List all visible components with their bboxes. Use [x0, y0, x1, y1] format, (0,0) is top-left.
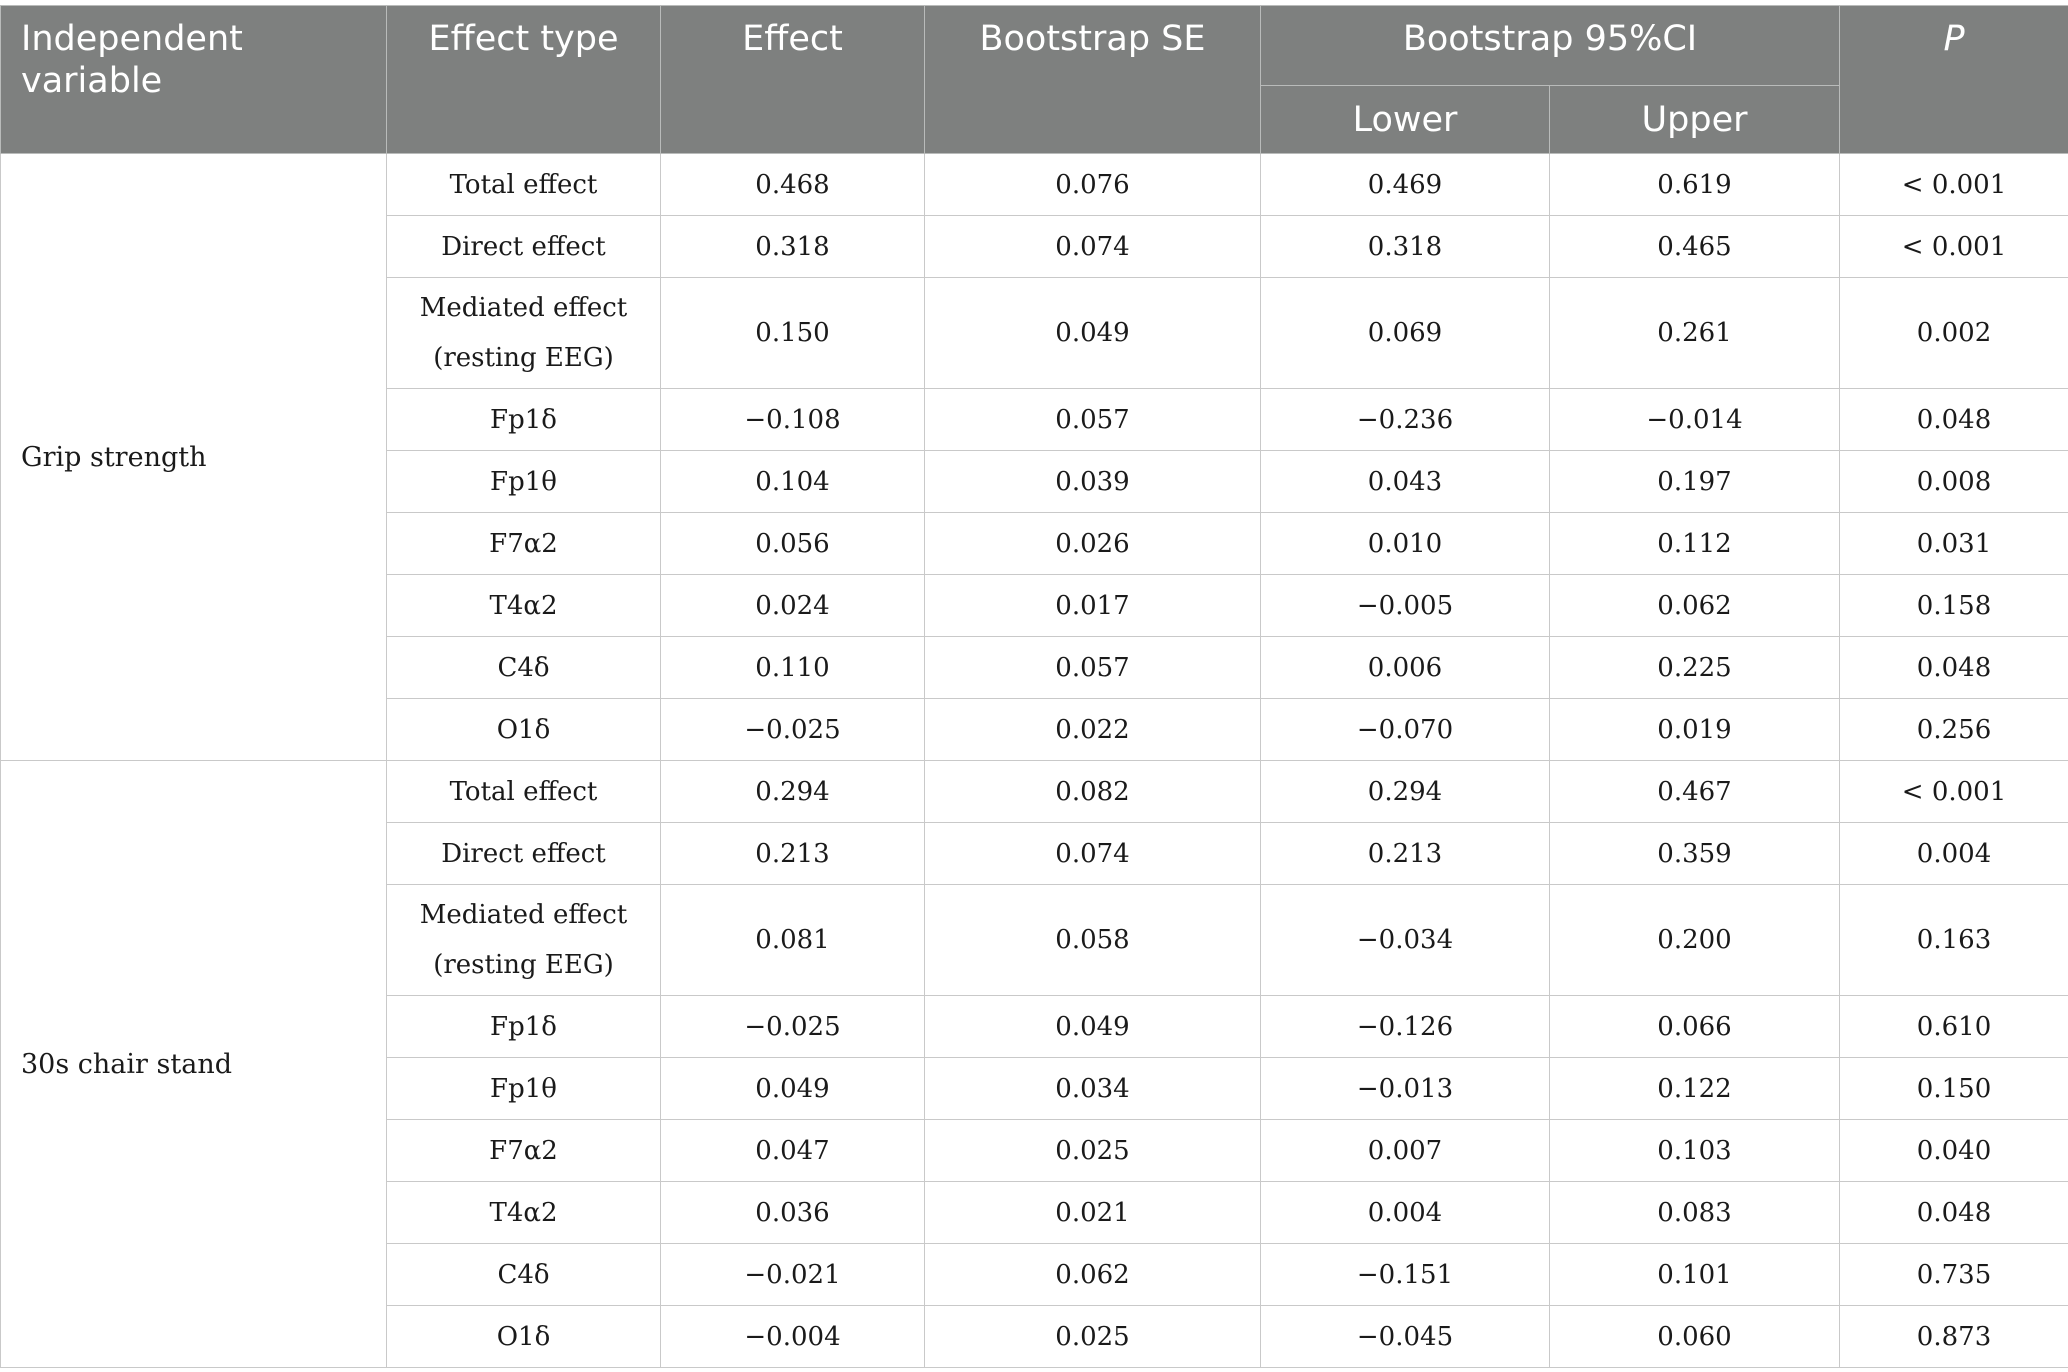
cell-effect-type: Fp1δ [387, 996, 661, 1058]
cell-ci-upper: −0.014 [1550, 389, 1840, 451]
cell-p-value: 0.735 [1840, 1244, 2068, 1306]
cell-ci-upper: 0.083 [1550, 1182, 1840, 1244]
cell-ci-lower: −0.151 [1261, 1244, 1550, 1306]
header-effect-type: Effect type [387, 6, 661, 154]
cell-bootstrap-se: 0.039 [925, 451, 1261, 513]
cell-ci-upper: 0.261 [1550, 278, 1840, 389]
table-header [1, 6, 2068, 154]
cell-ci-upper: 0.062 [1550, 575, 1840, 637]
cell-ci-upper: 0.200 [1550, 885, 1840, 996]
cell-effect-type: Fp1θ [387, 1058, 661, 1120]
header-bootstrap-ci: Bootstrap 95%CI [1261, 6, 1840, 86]
cell-effect-type: Direct effect [387, 216, 661, 278]
cell-ci-lower: 0.318 [1261, 216, 1550, 278]
cell-p-value: 0.610 [1840, 996, 2068, 1058]
cell-ci-upper: 0.103 [1550, 1120, 1840, 1182]
cell-ci-upper: 0.122 [1550, 1058, 1840, 1120]
cell-bootstrap-se: 0.062 [925, 1244, 1261, 1306]
cell-effect: 0.036 [661, 1182, 925, 1244]
cell-ci-upper: 0.019 [1550, 699, 1840, 761]
cell-bootstrap-se: 0.076 [925, 154, 1261, 216]
cell-effect-type: Fp1θ [387, 451, 661, 513]
cell-bootstrap-se: 0.074 [925, 823, 1261, 885]
cell-ci-lower: −0.034 [1261, 885, 1550, 996]
cell-ci-lower: −0.236 [1261, 389, 1550, 451]
cell-effect: −0.025 [661, 996, 925, 1058]
cell-bootstrap-se: 0.026 [925, 513, 1261, 575]
cell-p-value: 0.031 [1840, 513, 2068, 575]
cell-effect-type: Fp1δ [387, 389, 661, 451]
cell-bootstrap-se: 0.034 [925, 1058, 1261, 1120]
cell-ci-upper: 0.066 [1550, 996, 1840, 1058]
cell-p-value: 0.048 [1840, 1182, 2068, 1244]
cell-p-value: 0.048 [1840, 389, 2068, 451]
cell-bootstrap-se: 0.049 [925, 278, 1261, 389]
cell-ci-lower: 0.069 [1261, 278, 1550, 389]
cell-effect: 0.081 [661, 885, 925, 996]
cell-bootstrap-se: 0.057 [925, 637, 1261, 699]
cell-effect: 0.150 [661, 278, 925, 389]
cell-p-value: 0.256 [1840, 699, 2068, 761]
table-row [1, 761, 2068, 823]
cell-effect: 0.294 [661, 761, 925, 823]
cell-bootstrap-se: 0.025 [925, 1306, 1261, 1368]
cell-p-value: 0.163 [1840, 885, 2068, 996]
cell-p-value: 0.002 [1840, 278, 2068, 389]
cell-ci-lower: −0.126 [1261, 996, 1550, 1058]
cell-effect-type: Total effect [387, 761, 661, 823]
cell-ci-lower: −0.013 [1261, 1058, 1550, 1120]
cell-p-value: 0.004 [1840, 823, 2068, 885]
cell-effect-type: Mediated effect (resting EEG) [387, 278, 661, 389]
cell-effect: −0.025 [661, 699, 925, 761]
cell-effect-type: T4α2 [387, 1182, 661, 1244]
cell-effect-type: Total effect [387, 154, 661, 216]
cell-p-value: 0.008 [1840, 451, 2068, 513]
cell-ci-upper: 0.112 [1550, 513, 1840, 575]
cell-effect-type: O1δ [387, 1306, 661, 1368]
cell-ci-upper: 0.101 [1550, 1244, 1840, 1306]
cell-p-value: 0.040 [1840, 1120, 2068, 1182]
cell-p-value: 0.873 [1840, 1306, 2068, 1368]
cell-p-value: 0.158 [1840, 575, 2068, 637]
cell-bootstrap-se: 0.017 [925, 575, 1261, 637]
header-effect: Effect [661, 6, 925, 154]
cell-ci-upper: 0.359 [1550, 823, 1840, 885]
cell-effect: 0.468 [661, 154, 925, 216]
cell-ci-lower: −0.070 [1261, 699, 1550, 761]
mediation-results-table [0, 5, 2068, 1368]
cell-effect-type: C4δ [387, 1244, 661, 1306]
cell-ci-lower: 0.010 [1261, 513, 1550, 575]
cell-effect: −0.108 [661, 389, 925, 451]
cell-effect: 0.024 [661, 575, 925, 637]
cell-ci-lower: 0.294 [1261, 761, 1550, 823]
cell-bootstrap-se: 0.082 [925, 761, 1261, 823]
cell-effect: −0.004 [661, 1306, 925, 1368]
cell-p-value: < 0.001 [1840, 216, 2068, 278]
cell-p-value: < 0.001 [1840, 761, 2068, 823]
cell-ci-upper: 0.225 [1550, 637, 1840, 699]
cell-ci-lower: 0.006 [1261, 637, 1550, 699]
cell-p-value: 0.048 [1840, 637, 2068, 699]
cell-effect-type: F7α2 [387, 513, 661, 575]
cell-ci-upper: 0.197 [1550, 451, 1840, 513]
cell-ci-upper: 0.467 [1550, 761, 1840, 823]
cell-bootstrap-se: 0.049 [925, 996, 1261, 1058]
header-bootstrap-se: Bootstrap SE [925, 6, 1261, 154]
cell-effect-type: F7α2 [387, 1120, 661, 1182]
cell-ci-lower: 0.469 [1261, 154, 1550, 216]
header-ci-lower: Lower [1261, 86, 1550, 154]
cell-ci-lower: 0.213 [1261, 823, 1550, 885]
table-body [1, 154, 2068, 1368]
header-independent-variable: Independent variable [1, 6, 387, 154]
cell-effect: −0.021 [661, 1244, 925, 1306]
cell-effect: 0.047 [661, 1120, 925, 1182]
cell-ci-upper: 0.060 [1550, 1306, 1840, 1368]
cell-ci-upper: 0.619 [1550, 154, 1840, 216]
cell-ci-lower: 0.043 [1261, 451, 1550, 513]
header-ci-upper: Upper [1550, 86, 1840, 154]
cell-effect-type: C4δ [387, 637, 661, 699]
cell-effect: 0.213 [661, 823, 925, 885]
cell-bootstrap-se: 0.021 [925, 1182, 1261, 1244]
cell-effect: 0.110 [661, 637, 925, 699]
cell-effect: 0.318 [661, 216, 925, 278]
cell-independent-variable: Grip strength [1, 154, 387, 761]
cell-effect-type: Direct effect [387, 823, 661, 885]
cell-p-value: 0.150 [1840, 1058, 2068, 1120]
cell-bootstrap-se: 0.025 [925, 1120, 1261, 1182]
cell-bootstrap-se: 0.074 [925, 216, 1261, 278]
table-row [1, 154, 2068, 216]
cell-bootstrap-se: 0.058 [925, 885, 1261, 996]
cell-ci-lower: 0.007 [1261, 1120, 1550, 1182]
cell-p-value: < 0.001 [1840, 154, 2068, 216]
cell-effect-type: T4α2 [387, 575, 661, 637]
cell-effect: 0.049 [661, 1058, 925, 1120]
cell-ci-lower: −0.005 [1261, 575, 1550, 637]
cell-ci-upper: 0.465 [1550, 216, 1840, 278]
cell-ci-lower: −0.045 [1261, 1306, 1550, 1368]
header-p-value: P [1840, 6, 2068, 154]
cell-effect: 0.104 [661, 451, 925, 513]
cell-effect: 0.056 [661, 513, 925, 575]
cell-ci-lower: 0.004 [1261, 1182, 1550, 1244]
cell-bootstrap-se: 0.022 [925, 699, 1261, 761]
cell-independent-variable: 30s chair stand [1, 761, 387, 1368]
cell-effect-type: O1δ [387, 699, 661, 761]
cell-effect-type: Mediated effect (resting EEG) [387, 885, 661, 996]
cell-bootstrap-se: 0.057 [925, 389, 1261, 451]
